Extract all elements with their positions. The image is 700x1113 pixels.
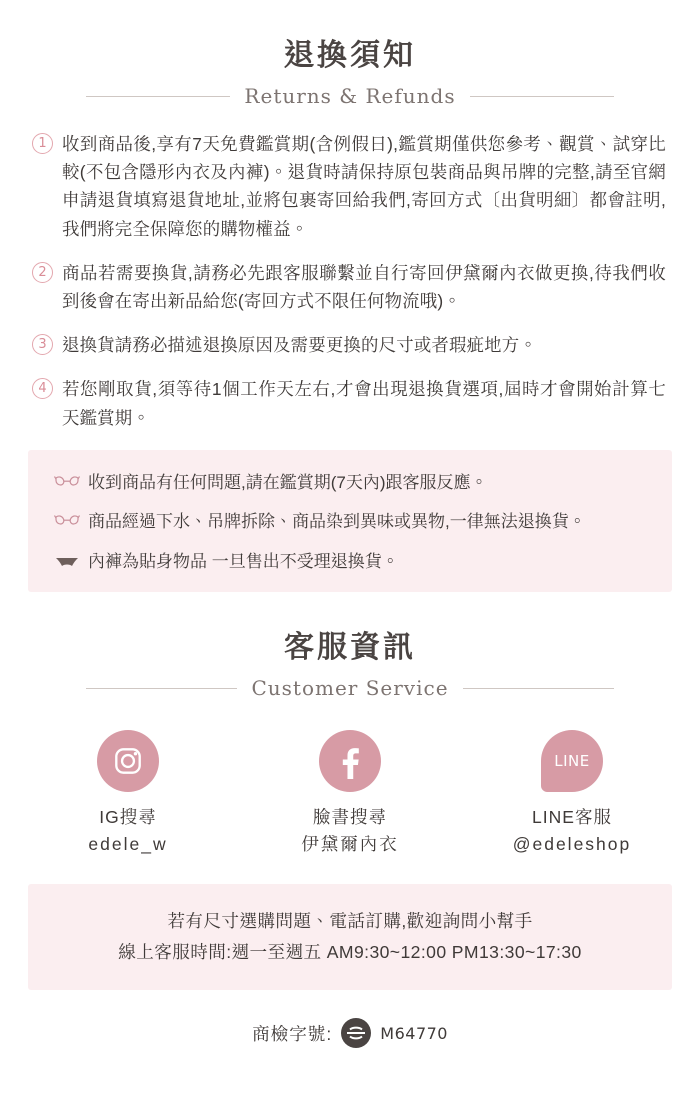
list-item-number: 1 [32, 133, 53, 154]
list-item-text: 收到商品後,享有7天免費鑑賞期(含例假日),鑑賞期僅供您參考、觀賞、試穿比較(不包含隱形內衣及內褲)。退貨時請保持原包裝商品與吊牌的完整,請至官網申請退貨填寫退貨地址,並將包裹寄回給我們,寄回方式〔出貨明細〕都會註明,我們將完全保障您的購物權益。 [62, 134, 666, 239]
service-hours-line-2: 線上客服時間:週一至週五 AM9:30~12:00 PM13:30~17:30 [118, 942, 582, 963]
social-label: 臉書搜尋 [313, 807, 387, 828]
returns-subtitle-row [26, 84, 674, 108]
returns-section-header [26, 0, 674, 108]
service-hours-box [28, 884, 672, 990]
service-title: 客服資訊 [284, 631, 416, 665]
certification-row [26, 1018, 674, 1048]
social-label: LINE客服 [532, 807, 612, 828]
social-facebook[interactable] [275, 730, 425, 858]
notice-box [28, 450, 672, 593]
certification-code: M64770 [380, 1023, 448, 1043]
notice-text: 商品經過下水、吊牌拆除、商品染到異味或異物,一律無法退換貨。 [88, 512, 586, 532]
list-item-number: 3 [32, 334, 53, 355]
instagram-icon[interactable] [97, 730, 159, 792]
bra-icon [54, 511, 80, 533]
returns-subtitle: Returns & Refunds [244, 84, 456, 108]
bsmi-icon [341, 1018, 371, 1048]
facebook-icon[interactable] [319, 730, 381, 792]
certification-label: 商檢字號: [252, 1023, 333, 1044]
returns-title: 退換須知 [284, 39, 416, 72]
notice-item [54, 549, 646, 575]
divider-left [86, 96, 230, 97]
list-item-text: 若您剛取貨,須等待1個工作天左右,才會出現退換貨選項,屆時才會開始計算七天鑑賞期。 [62, 379, 666, 428]
list-item [32, 130, 666, 243]
social-instagram[interactable] [53, 730, 203, 858]
list-item-number: 2 [32, 262, 53, 283]
panties-icon [54, 551, 80, 573]
list-item-text: 退換貨請務必描述退換原因及需要更換的尺寸或者瑕疵地方。 [62, 335, 537, 356]
line-icon[interactable] [541, 730, 603, 792]
list-item-text: 商品若需要換貨,請務必先跟客服聯繫並自行寄回伊黛爾內衣做更換,待我們收到後會在寄出新品給您(寄回方式不限任何物流哦)。 [62, 262, 666, 311]
service-section-header [26, 592, 674, 700]
social-handle: 伊黛爾內衣 [301, 834, 399, 855]
notice-text: 收到商品有任何問題,請在鑑賞期(7天內)跟客服反應。 [88, 472, 488, 492]
list-item [32, 259, 666, 315]
notice-item [54, 509, 646, 535]
list-item [32, 331, 666, 359]
line-badge-text: LINE [554, 752, 590, 771]
social-line[interactable] [497, 730, 647, 858]
divider-right [470, 96, 614, 97]
social-handle: edele_w [88, 834, 168, 855]
notice-text: 內褲為貼身物品 一旦售出不受理退換貨。 [88, 551, 399, 571]
social-links [26, 730, 674, 858]
notice-item [54, 470, 646, 496]
service-subtitle-row [26, 676, 674, 700]
list-item-number: 4 [32, 378, 53, 399]
list-item [32, 375, 666, 431]
returns-terms-list [26, 130, 674, 432]
social-handle: @edeleshop [512, 834, 632, 855]
service-subtitle: Customer Service [251, 676, 449, 701]
service-hours-line-1: 若有尺寸選購問題、電話訂購,歡迎詢問小幫手 [167, 911, 533, 932]
divider-right [463, 688, 614, 689]
divider-left [86, 688, 237, 689]
bra-icon [54, 472, 80, 494]
social-label: IG搜尋 [99, 807, 157, 828]
